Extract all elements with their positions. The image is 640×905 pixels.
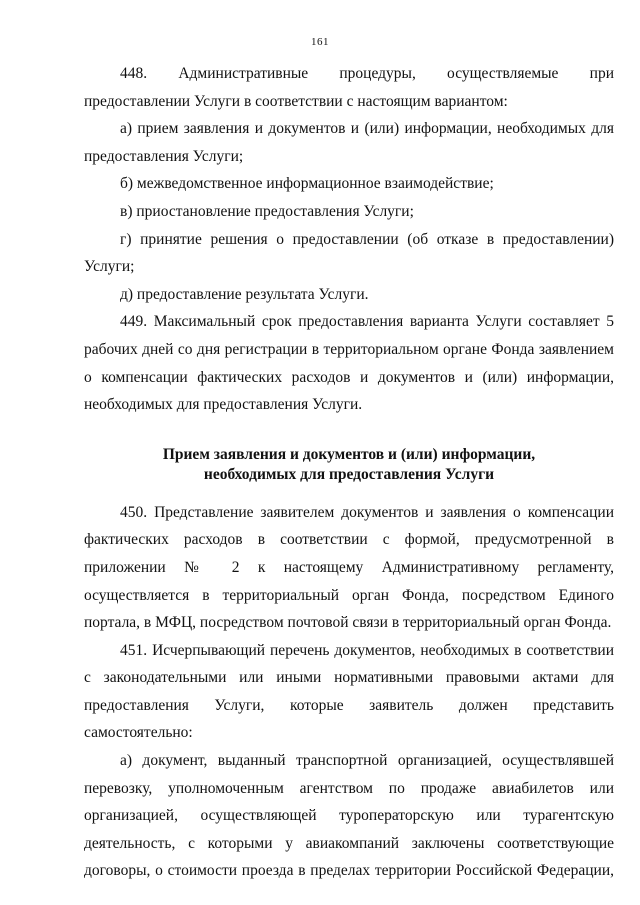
paragraph-451: 451. Исчерпывающий перечень документов, необходимых в соответствии с законодательными или иными нормативными правовыми актами для предоставления Услуги, которые заявитель должен представить самостоятельно: — [84, 641, 614, 742]
list-item-v: в) приостановление предоставления Услуги; — [120, 202, 414, 220]
paragraph-449: 449. Максимальный срок предоставления варианта Услуги составляет 5 рабочих дней со дня регистрации в территориальном органе Фонда заявлением о компенсации фактических расходов и документов и (или) информации, необходимых для предоставления Услуги. — [84, 313, 614, 414]
list-item-d: д) предоставление результата Услуги. — [120, 285, 369, 303]
page-number: 161 — [311, 36, 329, 48]
list-item-a-document: а) документ, выданный транспортной организацией, осуществлявшей перевозку, уполномоченным агентством по продаже авиабилетов или организацией, осуществляющей туроператорскую или турагентскую деятельность, с которыми у авиакомпаний заключены соответствующие договоры, о стоимости проезда в пределах территории Российской Федерации, — [84, 752, 614, 880]
list-item-a: а) прием заявления и документов и (или) информации, необходимых для предоставления Услуги; — [84, 120, 614, 165]
section-heading-line-1: Прием заявления и документов и (или) информации, — [162, 445, 536, 463]
list-item-g: г) принятие решения о предоставлении (об отказе в предоставлении) Услуги; — [84, 230, 614, 276]
section-heading-line-2: необходимых для предоставления Услуги — [203, 465, 495, 483]
section-heading — [84, 445, 614, 485]
paragraph-448: 448. Административные процедуры, осуществляемые при предоставлении Услуги в соответствии с настоящим вариантом: — [84, 65, 614, 110]
paragraph-450: 450. Представление заявителем документов и заявления о компенсации фактических расходов в соответствии с формой, предусмотренной в приложении № 2 к настоящему Административному регламенту, осуществляется в территориальный орган Фонда, посредством Единого портала, в МФЦ, посредством почтовой связи в территориальный орган Фонда. — [84, 503, 614, 632]
document-body — [84, 60, 614, 885]
list-item-b: б) межведомственное информационное взаимодействие; — [120, 175, 494, 193]
